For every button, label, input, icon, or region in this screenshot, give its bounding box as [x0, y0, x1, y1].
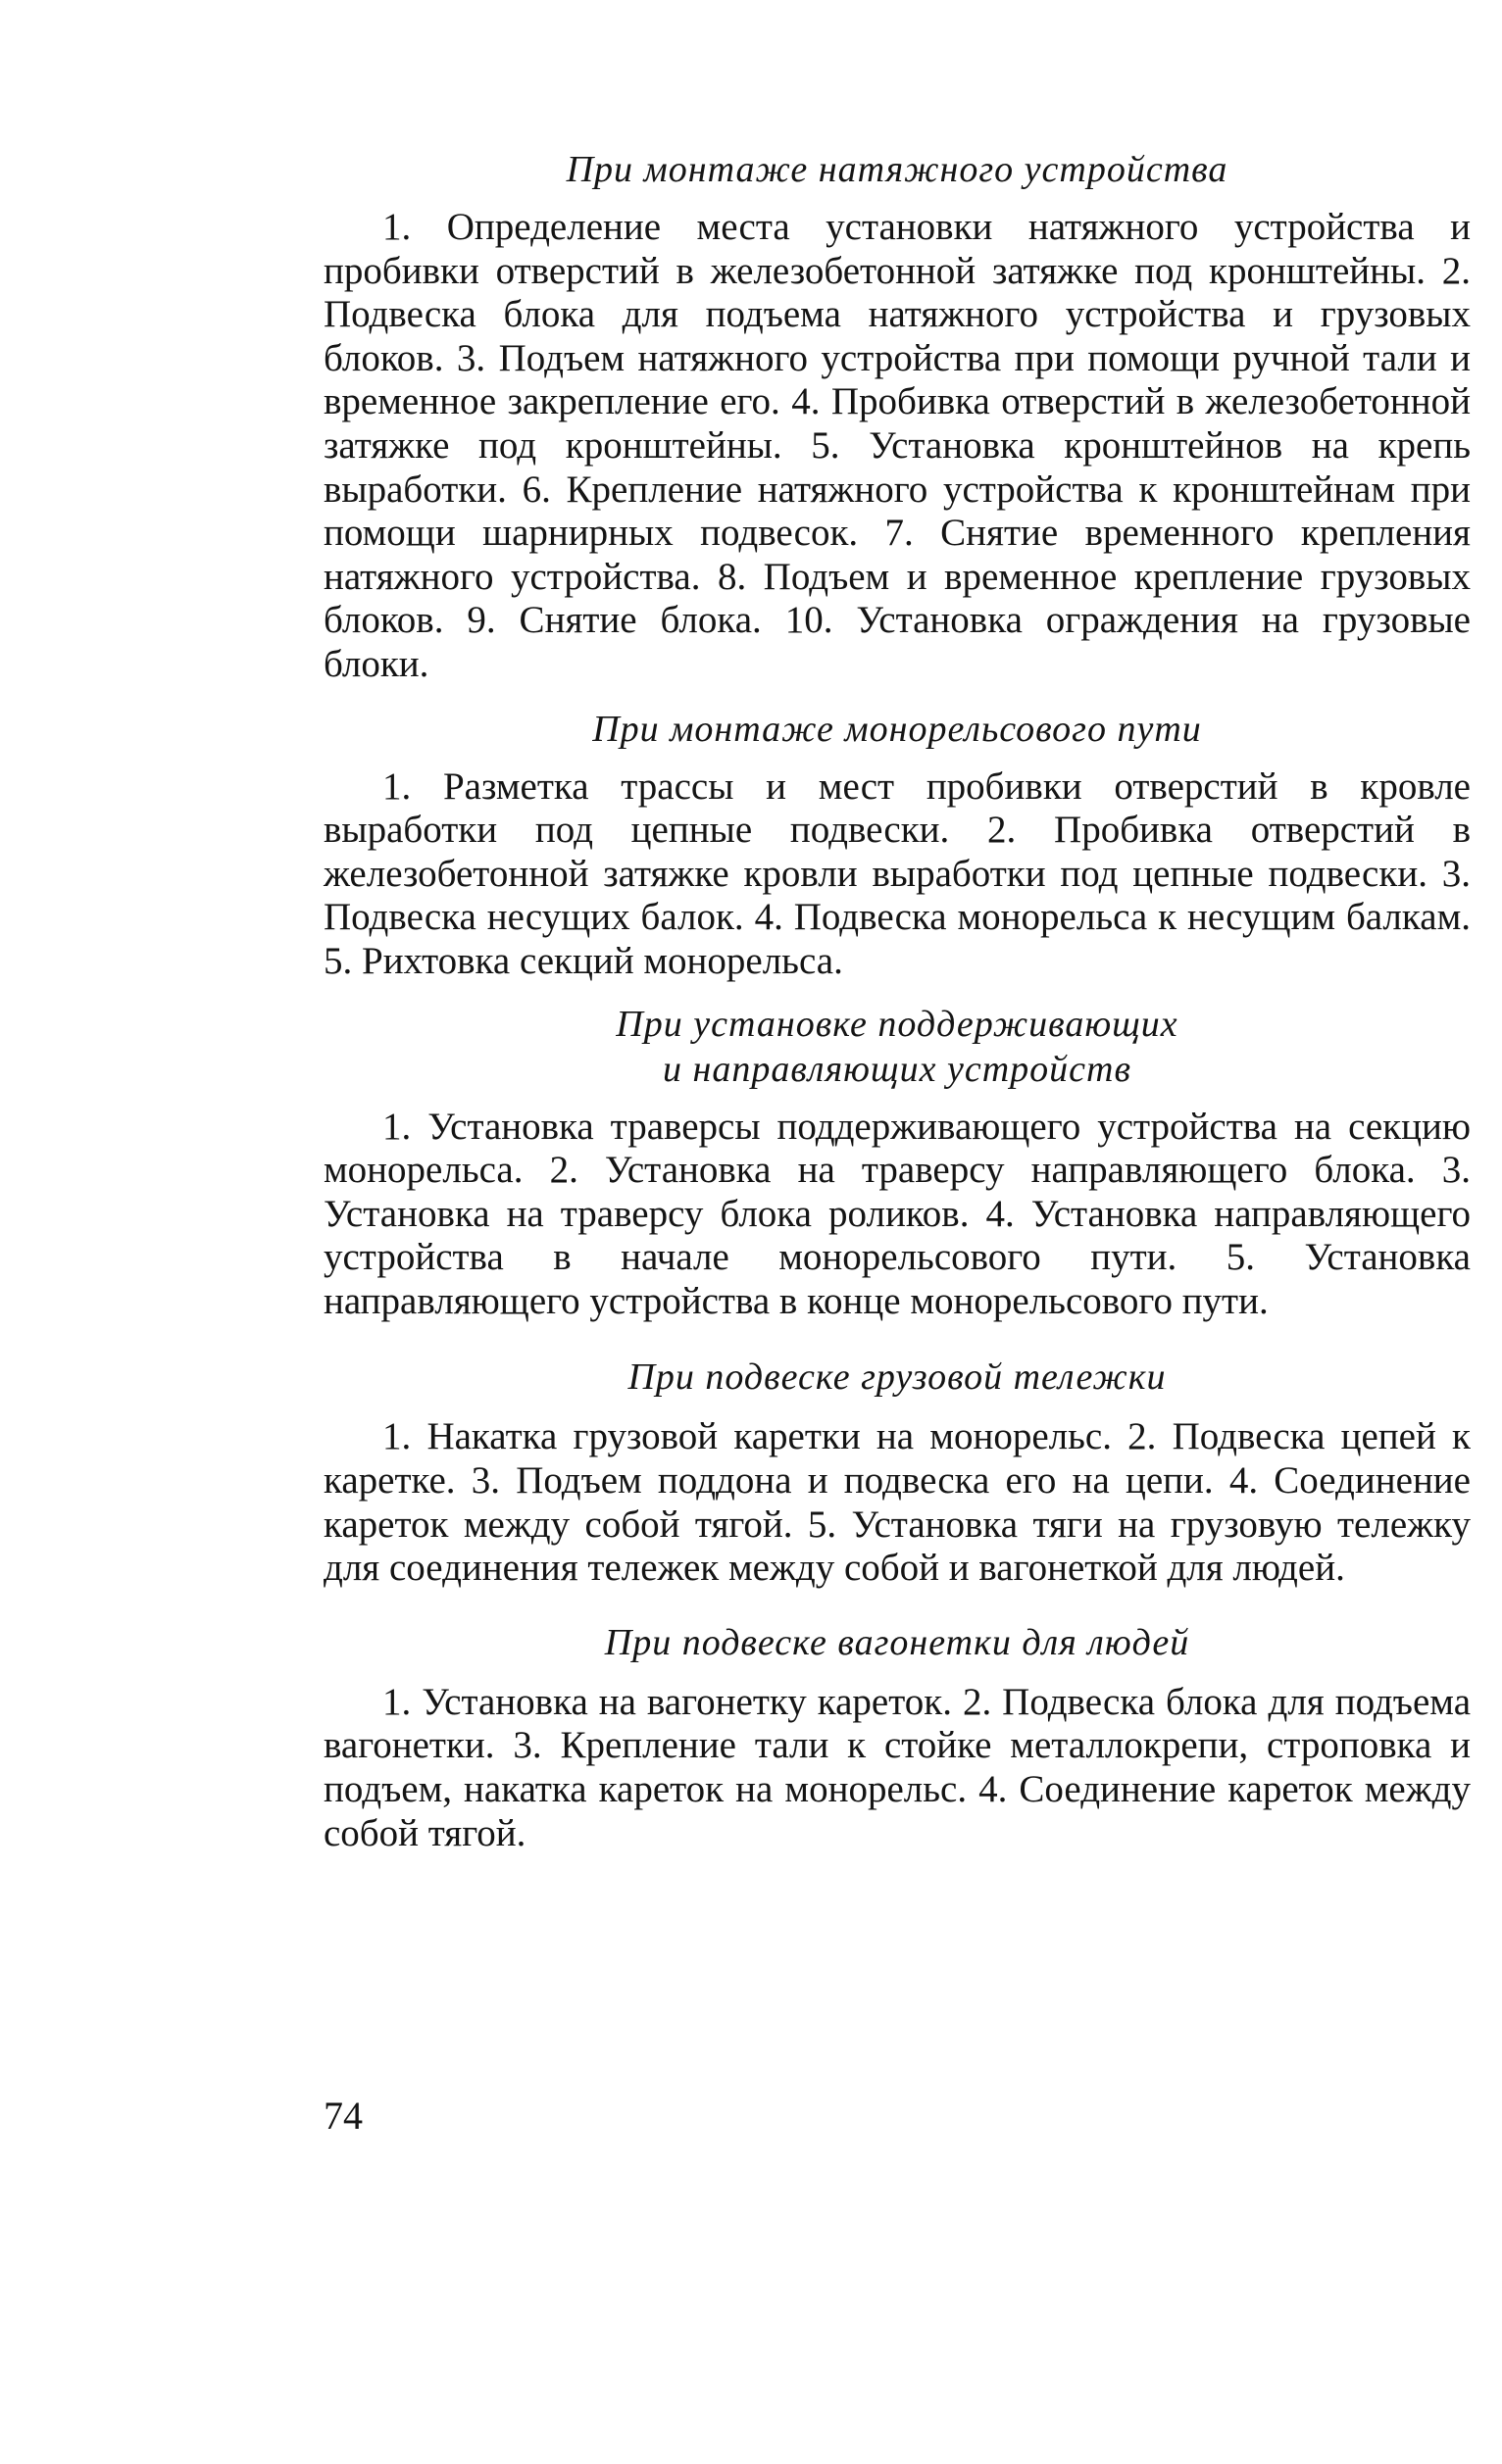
page-number: 74 — [324, 2094, 363, 2138]
section-cargo-trolley-suspension — [324, 1355, 1471, 1590]
section-support-guide-installation — [324, 1002, 1471, 1324]
section-heading: При монтаже натяжного устройства — [566, 149, 1228, 190]
section-heading: При подвеске вагонетки для людей — [604, 1621, 1190, 1663]
section-passenger-car-suspension — [324, 1620, 1471, 1855]
section-heading: При монтаже монорельсового пути — [592, 708, 1202, 750]
section-heading-line1: При установке поддерживающих — [616, 1003, 1178, 1045]
section-heading — [324, 1002, 1471, 1092]
section-monorail-track-mounting — [324, 707, 1471, 984]
section-body: 1. Установка на вагонетку кареток. 2. Подвеска блока для подъема вагонетки. 3. Крепление тали к стойке металлокрепи, строповка и подъем, накатка кареток на монорельс. 4. Соединение кареток между собой тягой. — [324, 1680, 1471, 1854]
section-body: 1. Разметка трассы и мест пробивки отверстий в кровле выработки под цепные подвески. 2. Пробивка отверстий в железобетонной затяжке кровли выработки под цепные подвески. 3. Подвеска несущих балок. 4. Подвеска монорельса к несущим балкам. 5. Рихтовка секций монорельса. — [324, 764, 1471, 982]
section-body: 1. Накатка грузовой каретки на монорельс. 2. Подвеска цепей к каретке. 3. Подъем поддона и подвеска его на цепи. 4. Соединение кареток между собой тягой. 5. Установка тяги на грузовую тележку для соединения тележек между собой и вагонеткой для людей. — [324, 1415, 1471, 1590]
section-body: 1. Установка траверсы поддерживающего устройства на секцию монорельса. 2. Установка на траверсу направляющего блока. 3. Установка на траверсу блока роликов. 4. Установка направляющего устройства в начале монорельсового пути. 5. Установка направляющего устройства в конце монорельсового пути. — [324, 1105, 1471, 1322]
section-body: 1. Определение места установки натяжного устройства и пробивки отверстий в железобетонной затяжке под кронштейны. 2. Подвеска блока для подъема натяжного устройства и грузовых блоков. 3. Подъем натяжного устройства при помощи ручной тали и временное закрепление его. 4. Пробивка отверстий в железобетонной затяжке под кронштейны. 5. Установка кронштейнов на крепь выработки. 6. Крепление натяжного устройства к кронштейнам при помощи шарнирных подвесок. 7. Снятие временного крепления натяжного устройства. 8. Подъем и временное крепление грузовых блоков. 9. Снятие блока. 10. Установка ограждения на грузовые блоки. — [324, 206, 1471, 685]
section-tensioner-mounting — [324, 147, 1471, 687]
page-content — [324, 147, 1471, 1855]
section-heading-line2: и направляющих устройств — [663, 1048, 1131, 1090]
section-heading: При подвеске грузовой тележки — [627, 1356, 1167, 1399]
